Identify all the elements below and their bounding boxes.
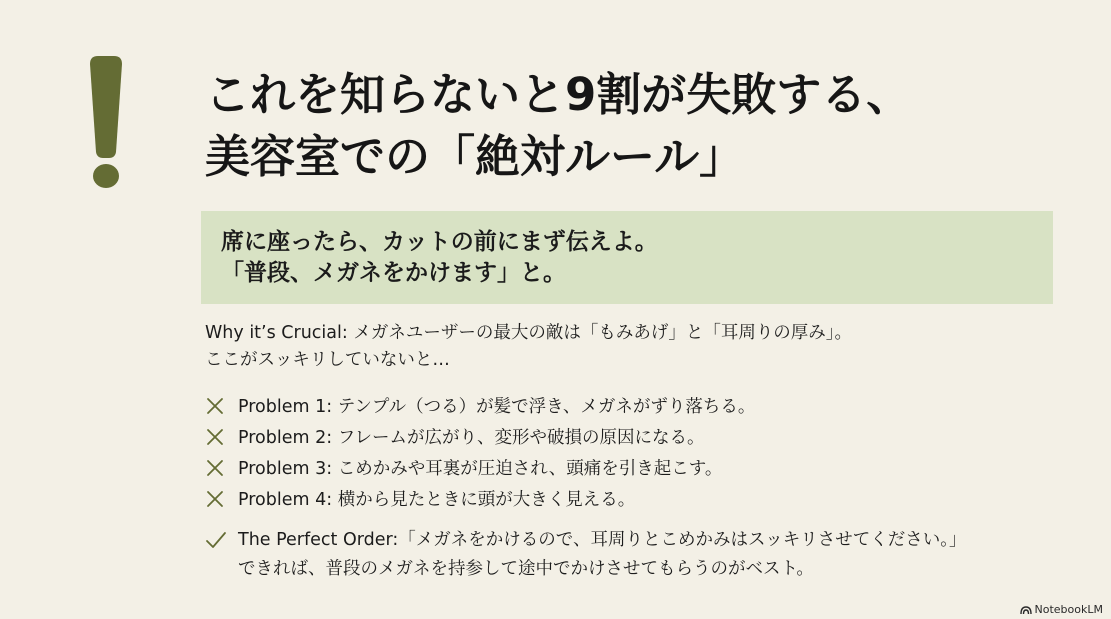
page-title bbox=[205, 64, 911, 188]
problem-text: Problem 1: テンプル（つる）が髪で浮き、メガネがずり落ちる。 bbox=[238, 397, 756, 417]
list-item bbox=[205, 452, 755, 483]
callout-line-2: 「普段、メガネをかけます」と。 bbox=[221, 260, 566, 286]
cross-icon bbox=[205, 458, 225, 478]
why-crucial-text bbox=[205, 320, 852, 374]
exclamation-icon bbox=[78, 52, 134, 192]
problem-text: Problem 3: こめかみや耳裏が圧迫され、頭痛を引き起こす。 bbox=[238, 459, 723, 479]
title-line-2: 美容室での「絶対ルール」 bbox=[205, 130, 745, 183]
list-item bbox=[205, 421, 755, 452]
list-item bbox=[205, 390, 755, 421]
callout-line-1: 席に座ったら、カットの前にまず伝えよ。 bbox=[221, 229, 658, 255]
watermark-label: NotebookLM bbox=[1034, 603, 1103, 616]
key-instruction-callout bbox=[201, 211, 1053, 304]
problem-text: Problem 4: 横から見たときに頭が大きく見える。 bbox=[238, 490, 636, 510]
cross-icon bbox=[205, 489, 225, 509]
perfect-order bbox=[205, 526, 967, 584]
check-icon bbox=[205, 529, 227, 551]
order-line-1: The Perfect Order:「メガネをかけるので、耳周りとこめかみはスッキリさせてください。」 bbox=[238, 530, 967, 550]
problem-text: Problem 2: フレームが広がり、変形や破損の原因になる。 bbox=[238, 428, 705, 448]
why-line-2: ここがスッキリしていないと… bbox=[205, 350, 450, 370]
cross-icon bbox=[205, 427, 225, 447]
problem-list bbox=[205, 390, 755, 514]
cross-icon bbox=[205, 396, 225, 416]
notebooklm-logo-icon bbox=[1020, 605, 1032, 615]
order-line-2: できれば、普段のメガネを持参して途中でかけさせてもらうのがベスト。 bbox=[238, 559, 814, 579]
why-line-1: Why it’s Crucial: メガネユーザーの最大の敵は「もみあげ」と「耳周りの厚み」。 bbox=[205, 323, 853, 343]
title-line-1: これを知らないと9割が失敗する、 bbox=[205, 68, 912, 121]
notebooklm-watermark bbox=[1020, 603, 1103, 616]
list-item bbox=[205, 483, 755, 514]
